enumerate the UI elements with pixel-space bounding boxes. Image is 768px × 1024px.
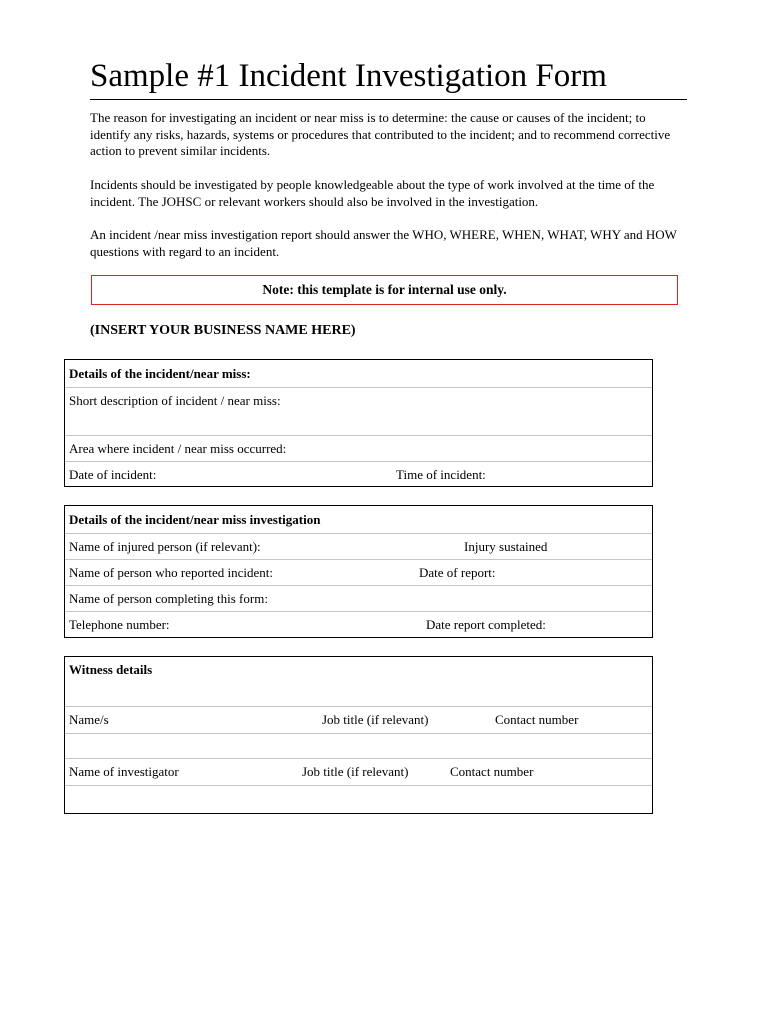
- incident-date-label: Date of incident:: [69, 467, 157, 482]
- telephone-label: Telephone number:: [69, 617, 170, 632]
- incident-area-field[interactable]: [65, 436, 652, 462]
- witness-heading: Witness details: [69, 662, 153, 677]
- page-title: Sample #1 Incident Investigation Form: [90, 58, 607, 94]
- date-completed-label: Date report completed:: [426, 617, 546, 632]
- internal-use-note: [91, 275, 678, 305]
- internal-use-note-text: Note: this template is for internal use only.: [262, 282, 507, 297]
- witness-contact-label: Contact number: [495, 712, 579, 727]
- title-rule: [90, 99, 687, 100]
- incident-time-label: Time of incident:: [396, 467, 486, 482]
- intro-paragraph-investigators: Incidents should be investigated by people knowledgeable about the type of work involved at the time of the incident. The JOHSC or relevant workers should also be involved in the investigation.: [90, 177, 655, 209]
- intro-paragraph-purpose: The reason for investigating an incident or near miss is to determine: the cause or causes of the incident; to identify any risks, hazards, systems or procedures that contributed to the incident; and to recommend corrective action to prevent similar incidents.: [90, 110, 671, 158]
- short-description-field[interactable]: [65, 388, 652, 436]
- business-name-placeholder: (INSERT YOUR BUSINESS NAME HERE): [90, 323, 356, 338]
- witness-entry-row[interactable]: [65, 734, 652, 759]
- witness-names-label: Name/s: [69, 712, 109, 727]
- completed-by-row[interactable]: [65, 586, 652, 612]
- completed-by-label: Name of person completing this form:: [69, 591, 268, 606]
- investigator-columns-row: [65, 759, 652, 786]
- intro-paragraph-questions: An incident /near miss investigation report should answer the WHO, WHERE, WHEN, WHAT, WHY and HOW questions with regard to an incident.: [90, 227, 677, 259]
- witness-heading-row: [65, 657, 652, 707]
- investigator-job-title-label: Job title (if relevant): [302, 764, 409, 779]
- injured-person-row[interactable]: [65, 534, 652, 560]
- investigation-heading: Details of the incident/near miss investigation: [69, 512, 321, 527]
- investigator-name-label: Name of investigator: [69, 764, 179, 779]
- reported-by-label: Name of person who reported incident:: [69, 565, 273, 580]
- incident-details-heading: Details of the incident/near miss:: [69, 366, 251, 381]
- witness-details-section: [64, 656, 653, 814]
- investigation-details-section: [64, 505, 653, 638]
- incident-area-label: Area where incident / near miss occurred:: [69, 441, 287, 456]
- investigator-contact-label: Contact number: [450, 764, 534, 779]
- incident-date-time-row[interactable]: [65, 462, 652, 486]
- incident-details-heading-row: [65, 360, 652, 388]
- date-of-report-label: Date of report:: [419, 565, 496, 580]
- witness-job-title-label: Job title (if relevant): [322, 712, 429, 727]
- investigation-heading-row: [65, 506, 652, 534]
- injury-sustained-label: Injury sustained: [464, 539, 548, 554]
- telephone-row[interactable]: [65, 612, 652, 637]
- reported-by-row[interactable]: [65, 560, 652, 586]
- injured-person-label: Name of injured person (if relevant):: [69, 539, 261, 554]
- investigator-entry-row[interactable]: [65, 786, 652, 813]
- incident-details-section: [64, 359, 653, 487]
- witness-columns-row: [65, 707, 652, 734]
- short-description-label: Short description of incident / near miss:: [69, 393, 281, 408]
